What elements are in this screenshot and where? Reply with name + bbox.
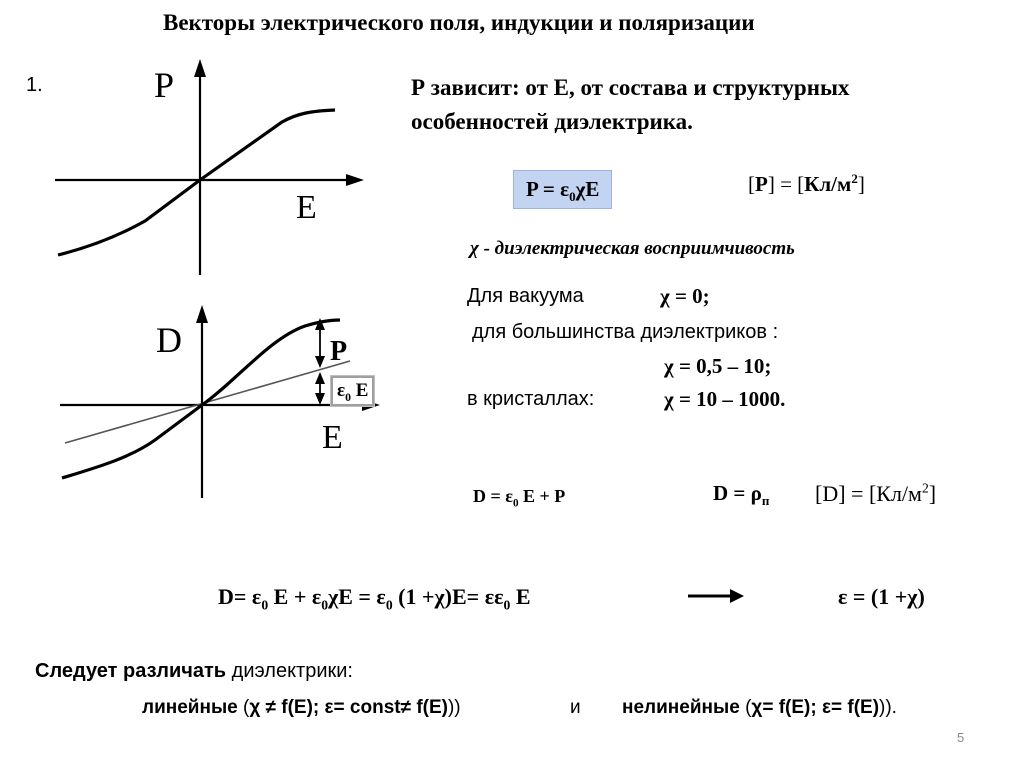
p-dimension-label: P xyxy=(330,336,348,367)
linear-dielectrics: линейные (χ ≠ f(E); ε= const≠ f(E))) xyxy=(142,697,461,718)
distinguish-bold: Следует различать xyxy=(35,660,227,682)
arrow-right-icon xyxy=(686,585,746,607)
d-axis-label: D xyxy=(156,320,182,360)
e-axis-label-2: E xyxy=(322,419,343,456)
p-axis-label: P xyxy=(154,65,175,105)
polarization-formula: $P = \varepsilon_0\chi E$ xyxy=(513,170,612,209)
e-axis-label: E xyxy=(296,189,317,226)
item-number: 1. xyxy=(26,74,43,96)
crystals-value: χ = 10 – 1000. xyxy=(664,387,786,411)
page-number: 5 xyxy=(957,730,965,745)
dependence-line-1: Р зависит: от Е, от состава и структурных xyxy=(411,75,850,100)
nonlinear-dielectrics: нелинейные (χ= f(E); ε= f(E))). xyxy=(622,697,897,718)
crystals-label: в кристаллах: xyxy=(467,388,595,410)
most-dielectrics-label: для большинства диэлектриков : xyxy=(472,321,779,343)
slide-title: Векторы электрического поля, индукции и поляризации xyxy=(163,10,755,35)
polarization-unit: $[P] = [Кл/м^2]$ xyxy=(748,171,865,196)
susceptibility-definition: χ - диэлектрическая восприимчивость xyxy=(470,238,795,259)
most-dielectrics-value: χ = 0,5 – 10; xyxy=(664,354,772,378)
induction-formula: $D = \varepsilon_0$ E + P xyxy=(473,486,566,510)
permittivity-formula: ε = (1 +χ) xyxy=(838,584,925,609)
eps0-e-label: $\varepsilon_0$ E xyxy=(330,375,375,407)
distinguish-rest: диэлектрики: xyxy=(226,660,353,682)
induction-unit: $[D] = [Кл/м^2]$ xyxy=(815,480,937,506)
and-word: и xyxy=(570,697,581,718)
derivation-formula: $D= \varepsilon_0$ $E + \varepsilon_0\chi E = \varepsilon_0$ $(1 +\chi)E= \varepsilon\varepsilon_0$ E xyxy=(218,584,531,613)
dependence-line-2: особенностей диэлектрика. xyxy=(411,109,693,134)
induction-rho-formula: $D = \rho_п$ xyxy=(713,481,770,509)
vacuum-label: Для вакуума xyxy=(467,285,584,307)
p-vs-e-graph xyxy=(50,55,380,280)
distinguish-line xyxy=(35,660,353,683)
vacuum-value: χ = 0; xyxy=(660,284,710,308)
